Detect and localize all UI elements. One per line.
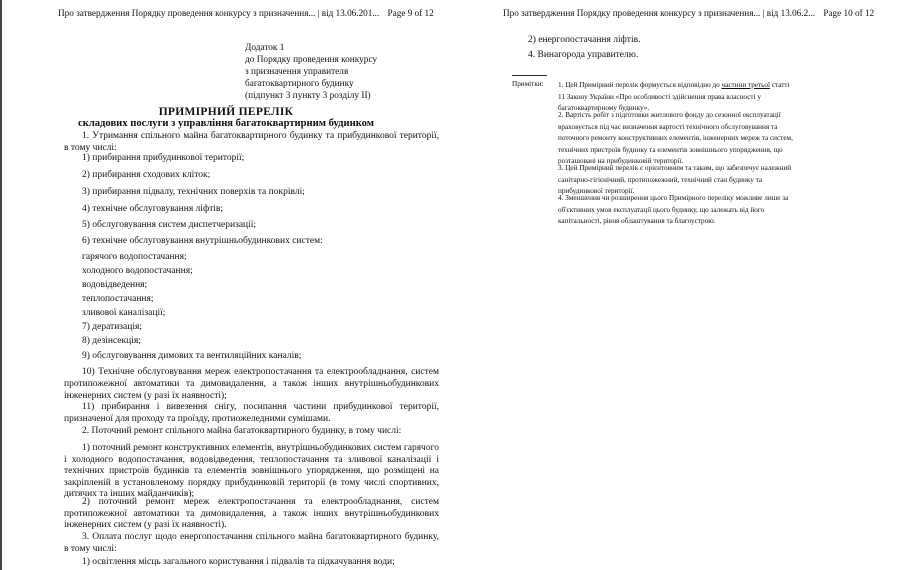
page-number: Page 10 of 12	[823, 8, 875, 18]
list-item: 6) технічне обслуговування внутрішньобудинкових систем:	[82, 236, 323, 246]
list-item-10: 10) Технічне обслуговування мереж електропостачання та електрообладнання, систем протипожежної автоматики та димовидалення, а також інших внутрішньобудинкових інженерних систем (у разі їх наявності);	[64, 367, 439, 401]
section-2: 2. Поточний ремонт спільного майна багатоквартирного будинку, в тому числі:	[82, 426, 402, 436]
appendix-line: Додаток 1	[245, 43, 285, 53]
page-number: Page 9 of 12	[387, 8, 434, 18]
list-item: 4) технічне обслуговування ліфтів;	[82, 204, 224, 214]
list-item: 1) прибирання прибудинкової території;	[82, 153, 245, 163]
document-subtitle: складових послуги з управління багатоквартирним будинком	[78, 118, 374, 129]
list-item: 5) обслуговування систем диспетчеризації;	[82, 220, 257, 230]
document-page-10	[450, 0, 900, 570]
list-item: 8) дезінсекція;	[82, 336, 141, 346]
list-item: 2) прибирання сходових кліток;	[82, 170, 211, 180]
page-header	[503, 8, 874, 18]
list-item: теплопостачання;	[82, 294, 154, 304]
note-4: 4. Зменшення чи розширення цього Примірного переліку можливе лише за об'єктивних умов експлуатації цього будинку, що залежать від його капітальності, рівня облаштування та благоустрою.	[558, 194, 789, 225]
notes-divider	[512, 75, 547, 76]
note-text: статті 11 Закону України «Про особливості здійснення права власності у багатоквартирному будинку».	[558, 81, 790, 112]
appendix-line: до Порядку проведення конкурсу	[245, 55, 378, 65]
appendix-block	[245, 42, 377, 102]
list-item: водовідведення;	[82, 280, 148, 290]
section-2-item-1: 1) поточний ремонт конструктивних елементів, внутрішньобудинкових систем гарячого і холодного водопостачання, водовідведення, теплопостачання та зливової каналізації і технічних пристроїв будинків та елементів зовнішнього упорядження, що розміщені на закріпленій в установленому порядку прибудинковій території (в тому числі спортивних, дитячих та інших майданчиків);	[64, 443, 439, 499]
list-item: 9) обслуговування димових та вентиляційних каналів;	[82, 351, 302, 361]
header-title: Про затвердження Порядку проведення конкурсу з призначення... | від 13.06.2...	[503, 8, 816, 18]
notes-label: Примітки:	[512, 80, 544, 88]
appendix-line: з призначення управителя	[245, 67, 349, 77]
section-2-item-2: 2) поточний ремонт мереж електропостачання та електрообладнання, систем протипожежної автоматики та димовидалення, а також інших внутрішньобудинкових інженерних систем (у разі їх наявності).	[64, 497, 439, 530]
header-title: Про затвердження Порядку проведення конкурсу з призначення... | від 13.06.201...	[58, 8, 380, 18]
document-title: ПРИМІРНИЙ ПЕРЕЛІК	[158, 106, 294, 118]
appendix-line: (підпункт 3 пункту 3 розділу ІІ)	[245, 91, 371, 101]
list-item: зливової каналізації;	[82, 308, 166, 318]
law-link[interactable]: частини третьої	[721, 81, 771, 89]
document-page-9	[2, 0, 450, 570]
appendix-line: багатоквартирного будинку	[245, 79, 354, 89]
note-text: 1. Цей Примірний перелік формується відповідно до	[558, 81, 722, 89]
list-item: гарячого водопостачання;	[82, 252, 187, 262]
list-item-11: 11) прибирання і вивезення снігу, посипання частини прибудинкової території, призначеної для проходу та проїзду, протиожеледними сумішами.	[64, 402, 439, 424]
list-item: холодного водопостачання;	[82, 266, 193, 276]
list-item: 2) енергопостачання ліфтів.	[528, 35, 641, 45]
note-2: 2. Вартість робіт з підготовки житлового фонду до сезонної експлуатації враховується під час визначення вартості технічного обслуговування та поточного ремонту конструктивних елементів, інженерних мереж та систем, технічних пристроїв будинку та елементів зовнішнього упорядження, що розташовані на прибудинковій території.	[558, 111, 793, 165]
section-4: 4. Винагорода управителю.	[528, 50, 639, 60]
section-3: 3. Оплата послуг щодо енергопостачання спільного майна багатоквартирного будинку, в тому числі:	[64, 532, 439, 554]
list-item: 7) дератизація;	[82, 322, 142, 332]
section-1: 1. Утримання спільного майна багатоквартирного будинку та прибудинкової території, в тому числі:	[64, 131, 439, 153]
section-3-item-1: 1) освітлення місць загального користування і підвалів та підкачування води;	[82, 557, 395, 567]
note-3: 3. Цей Примірний перелік є орієнтовним та таким, що забезпечує належний санітарно-гігієнічний, протипожежний, технічний стан будинку та прибудинкової території.	[558, 164, 792, 195]
page-header	[58, 8, 434, 18]
list-item: 3) прибирання підвалу, технічних поверхів та покрівлі;	[82, 187, 305, 197]
